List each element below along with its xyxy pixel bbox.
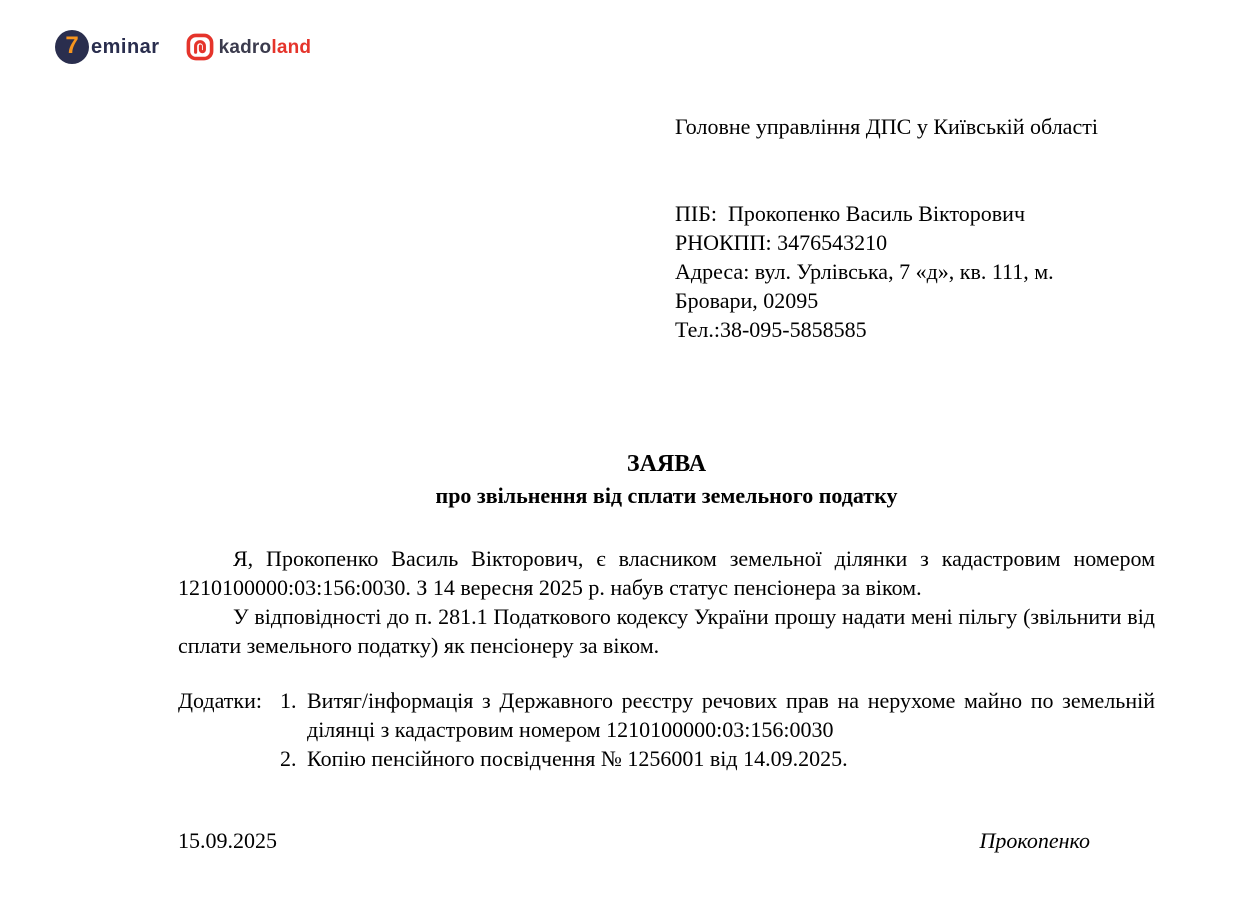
document-title: ЗАЯВА [626,451,707,477]
body-paragraph-1: Я, Прокопенко Василь Вікторович, є власником земельної ділянки з кадастровим номером 1210100000:03:156:0030. З 14 вересня 2025 р. набув статус пенсіонера за віком. [178,546,1155,600]
list-item [280,686,1155,744]
applicant-tax-id-line: РНОКПП: 3476543210 [675,230,888,255]
applicant-name-line: ПІБ: Прокопенко Василь Вікторович [675,201,1026,226]
seminar-logo-seven: 7 [65,32,79,59]
seminar-logo-icon [55,30,89,64]
kadroland-wordmark [219,33,312,62]
attachments-label: Додатки: [178,688,262,713]
recipient-block [675,112,1130,344]
attachments-list [280,686,1155,773]
attachment-text: Витяг/інформація з Державного реєстру речових прав на нерухоме майно по земельній ділянці з кадастровим номером 1210100000:03:156:0030 [307,688,1155,742]
recipient-organization: Головне управління ДПС у Київській області [675,114,1098,139]
document-body [178,544,1155,660]
applicant-address-line: Адреса: вул. Урлівська, 7 «д», кв. 111, м. Бровари, 02095 [675,259,1060,313]
attachment-text: Копію пенсійного посвідчення № 1256001 від 14.09.2025. [307,746,848,771]
kadroland-wordmark-red: land [271,36,312,58]
document-subtitle: про звільнення від сплати земельного податку [435,483,898,508]
kadroland-wordmark-dark: kadro [218,36,272,58]
seminar-wordmark: eminar [91,35,160,58]
logo-bar [55,30,311,64]
list-item [280,744,1155,773]
signature-name: Прокопенко [979,828,1090,853]
document-footer [178,826,1155,855]
attachment-number: 2. [280,746,297,771]
seminar-logo [55,30,160,64]
attachment-number: 1. [280,688,297,713]
body-paragraph-2: У відповідності до п. 281.1 Податкового кодексу України прошу надати мені пільгу (звільнити від сплати земельного податку) як пенсіонеру за віком. [178,604,1155,658]
kadroland-logo-icon [186,33,214,61]
applicant-phone-line: Тел.:38-095-5858585 [675,317,867,342]
kadroland-logo [186,33,312,62]
attachments-section [178,686,1155,773]
document-date: 15.09.2025 [178,828,277,853]
document-title-block [178,448,1155,512]
